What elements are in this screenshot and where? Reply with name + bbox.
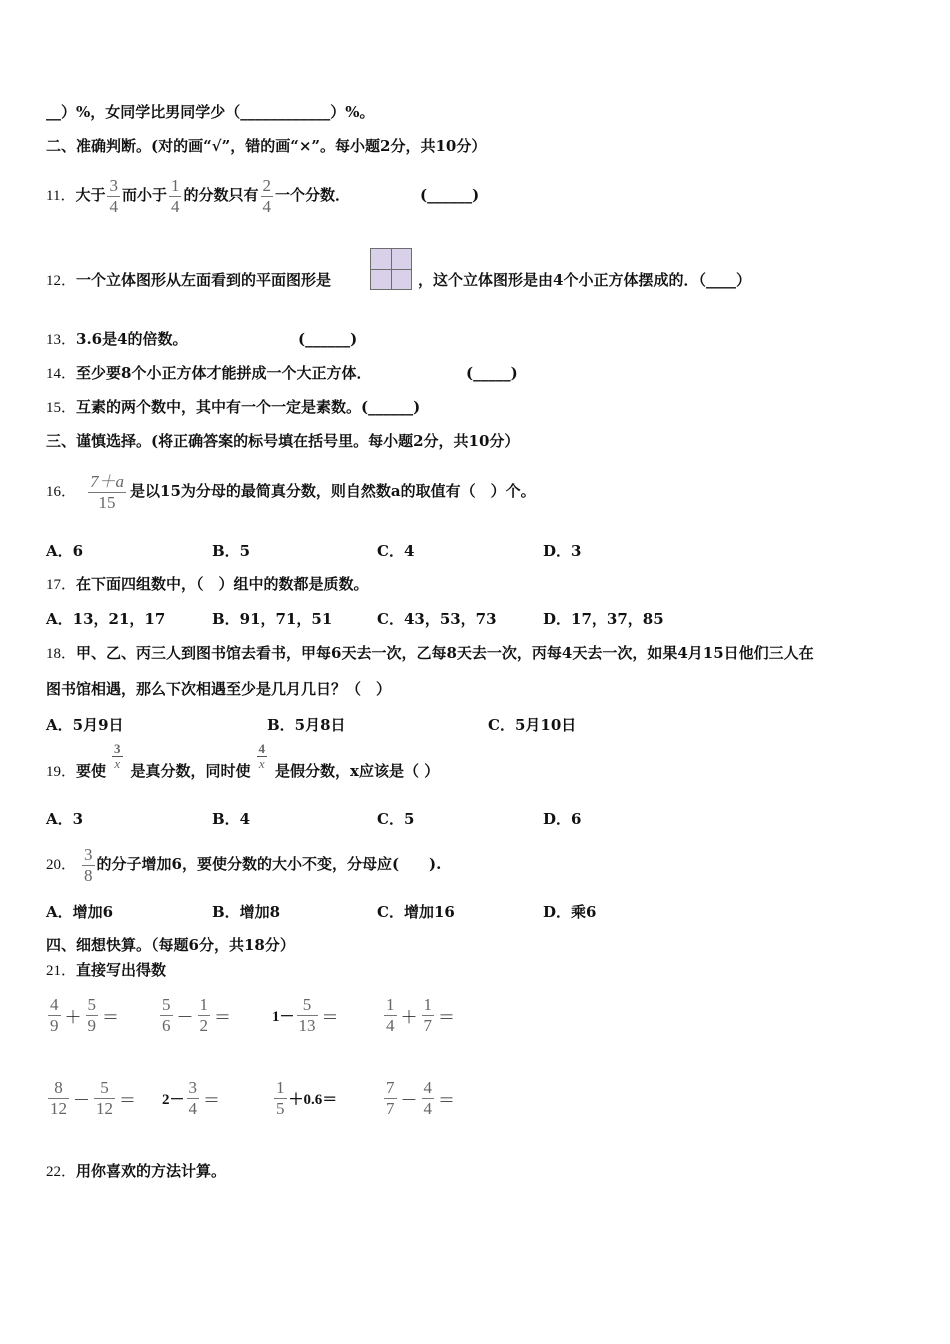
question-number: 17． [46, 577, 77, 593]
fraction: $\frac{5}{13}$ [298, 995, 316, 1035]
carryover-line: __）%，女同学比男同学少（____________）%。 [46, 103, 375, 121]
question-12-text-b: ，这个立体图形是由4个小正方体摆成的．（____） [418, 271, 751, 289]
option-b[interactable]: B．91，71，51 [212, 610, 333, 628]
operator: － [176, 1008, 194, 1027]
question-number: 21． [46, 963, 77, 979]
question-number: 14． [46, 366, 77, 382]
fraction: $\frac{3}{4}$ [109, 175, 118, 216]
option-d[interactable]: D．乘6 [543, 903, 597, 921]
section4-title: 四、细想快算。（每题6分，共18分） [46, 936, 295, 954]
question-number: 16． [46, 484, 77, 500]
equals: ＝ [321, 1008, 339, 1027]
equals: ＝ [438, 1008, 455, 1027]
fraction: $\frac{4}{x}$ [258, 741, 266, 771]
question-number: 13． [46, 332, 77, 348]
calc-expression [272, 1078, 337, 1119]
question-text: 互素的两个数中，其中有一个一定是素数。(______) [76, 398, 421, 416]
question-12 [46, 270, 331, 291]
fraction: $\frac{1}{4}$ [386, 995, 395, 1035]
option-a[interactable]: A．3 [46, 810, 84, 828]
question-text: 一个立体图形从左面看到的平面图形是 [76, 271, 332, 289]
option-c[interactable]: C．43，53，73 [377, 610, 497, 628]
option-d[interactable]: D．6 [543, 810, 582, 828]
fraction: $\frac{5}{9}$ [87, 995, 96, 1035]
operator: ＋ [400, 1008, 418, 1027]
question-text: 的分数只有 [183, 186, 259, 204]
calc-expression [162, 1078, 222, 1119]
option-c[interactable]: C．5 [377, 810, 415, 828]
question-15 [46, 397, 420, 418]
operator: － [400, 1091, 418, 1110]
question-20 [46, 836, 441, 892]
option-d[interactable]: D．17，37，85 [543, 610, 664, 628]
operator: 1－ [272, 1009, 295, 1025]
operator: ＋ [64, 1008, 82, 1027]
question-18-line-2: 图书馆相遇，那么下次相遇至少是几月几日？（ ） [46, 680, 392, 698]
question-text: 甲、乙、丙三人到图书馆去看书，甲每6天去一次，乙每8天去一次，丙每4天去一次，如果4月15日他们三人在 [76, 644, 814, 662]
calc-expression [158, 995, 233, 1036]
question-text: 是假分数，x应该是（ ） [275, 762, 440, 780]
fraction: $\frac{5}{6}$ [162, 995, 171, 1035]
question-text: 3.6是4的倍数。 [76, 330, 188, 348]
calc-expression [382, 995, 457, 1036]
question-text: 一个分数． [275, 186, 351, 204]
equals: ＝ [438, 1091, 455, 1110]
question-text: 是以15为分母的最简真分数，则自然数a的取值有（ ）个。 [130, 482, 536, 500]
question-number: 15． [46, 400, 77, 416]
section3-title: 三、谨慎选择。(将正确答案的标号填在括号里。每小题2分，共10分） [46, 432, 520, 450]
question-text: 而小于 [121, 186, 167, 204]
option-a[interactable]: A．13，21，17 [46, 610, 166, 628]
fraction: $\frac{1}{4}$ [170, 175, 180, 216]
calc-expression [382, 1078, 457, 1119]
fraction: $\frac{4}{9}$ [50, 995, 59, 1035]
question-19 [46, 742, 439, 798]
fraction: $\frac{7}{7}$ [386, 1078, 395, 1118]
option-b[interactable]: B．增加8 [212, 903, 281, 921]
option-d[interactable]: D．3 [543, 542, 582, 560]
option-a[interactable]: A．增加6 [46, 903, 114, 921]
question-text: 是真分数，同时使 [130, 762, 251, 780]
question-number: 11． [46, 188, 76, 204]
question-14 [46, 363, 371, 384]
question-text: 在下面四组数中，（ ）组中的数都是质数。 [76, 575, 369, 593]
option-b[interactable]: B．5 [212, 542, 251, 560]
calc-expression [46, 995, 121, 1036]
option-c[interactable]: C．增加16 [377, 903, 455, 921]
fraction: $\frac{1}{7}$ [423, 995, 432, 1035]
left-view-square-figure [370, 248, 412, 290]
question-number: 22． [46, 1164, 77, 1180]
calc-expression [46, 1078, 138, 1119]
answer-blank[interactable]: (______) [420, 186, 480, 204]
question-number: 20． [46, 857, 77, 873]
equals: ＝ [214, 1008, 231, 1027]
question-22 [46, 1161, 226, 1182]
fraction: $\frac{2}{4}$ [262, 175, 271, 216]
question-text: 大于 [75, 186, 106, 204]
answer-blank[interactable]: (______) [298, 330, 358, 348]
fraction: $\frac{3}{4}$ [188, 1078, 198, 1118]
section2-title: 二、准确判断。(对的画“√”，错的画“×”。每小题2分，共10分） [46, 137, 487, 155]
question-17 [46, 574, 369, 595]
option-c[interactable]: C．4 [377, 542, 415, 560]
operator: － [73, 1091, 90, 1110]
equals: ＝ [119, 1091, 136, 1110]
fraction: $\frac{3}{8}$ [84, 844, 93, 885]
question-text: 要使 [76, 762, 107, 780]
question-number: 18． [46, 646, 77, 662]
option-a[interactable]: A．5月9日 [46, 716, 124, 734]
question-18 [46, 643, 814, 664]
question-21 [46, 960, 166, 981]
fraction: $\frac{8}{12}$ [50, 1078, 67, 1118]
option-a[interactable]: A．6 [46, 542, 84, 560]
fraction: $\frac{1}{5}$ [276, 1078, 285, 1118]
question-number: 19． [46, 764, 77, 780]
fraction: $\frac{5}{12}$ [96, 1078, 113, 1118]
option-c[interactable]: C．5月10日 [488, 716, 577, 734]
fraction: $\frac{7+a}{15}$ [90, 471, 125, 512]
fraction: $\frac{1}{2}$ [199, 995, 208, 1035]
question-text: 直接写出得数 [76, 961, 167, 979]
answer-blank[interactable]: (_____) [466, 364, 518, 382]
question-11 [46, 160, 479, 230]
operator: 2－ [162, 1092, 185, 1108]
question-text: 至少要8个小正方体才能拼成一个大正方体． [76, 364, 372, 382]
fraction: $\frac{4}{4}$ [423, 1078, 432, 1118]
operator: ＋0.6＝ [288, 1092, 338, 1108]
equals: ＝ [102, 1008, 119, 1027]
question-13 [46, 329, 188, 350]
question-text: 的分子增加6，要使分数的大小不变，分母应( ). [96, 855, 442, 873]
option-b[interactable]: B．4 [212, 810, 251, 828]
fraction: $\frac{3}{x}$ [114, 741, 121, 771]
option-b[interactable]: B．5月8日 [267, 716, 346, 734]
question-16 [46, 455, 536, 527]
calc-expression [272, 995, 341, 1036]
question-number: 12． [46, 273, 77, 289]
equals: ＝ [203, 1091, 221, 1110]
question-text: 用你喜欢的方法计算。 [76, 1162, 227, 1180]
